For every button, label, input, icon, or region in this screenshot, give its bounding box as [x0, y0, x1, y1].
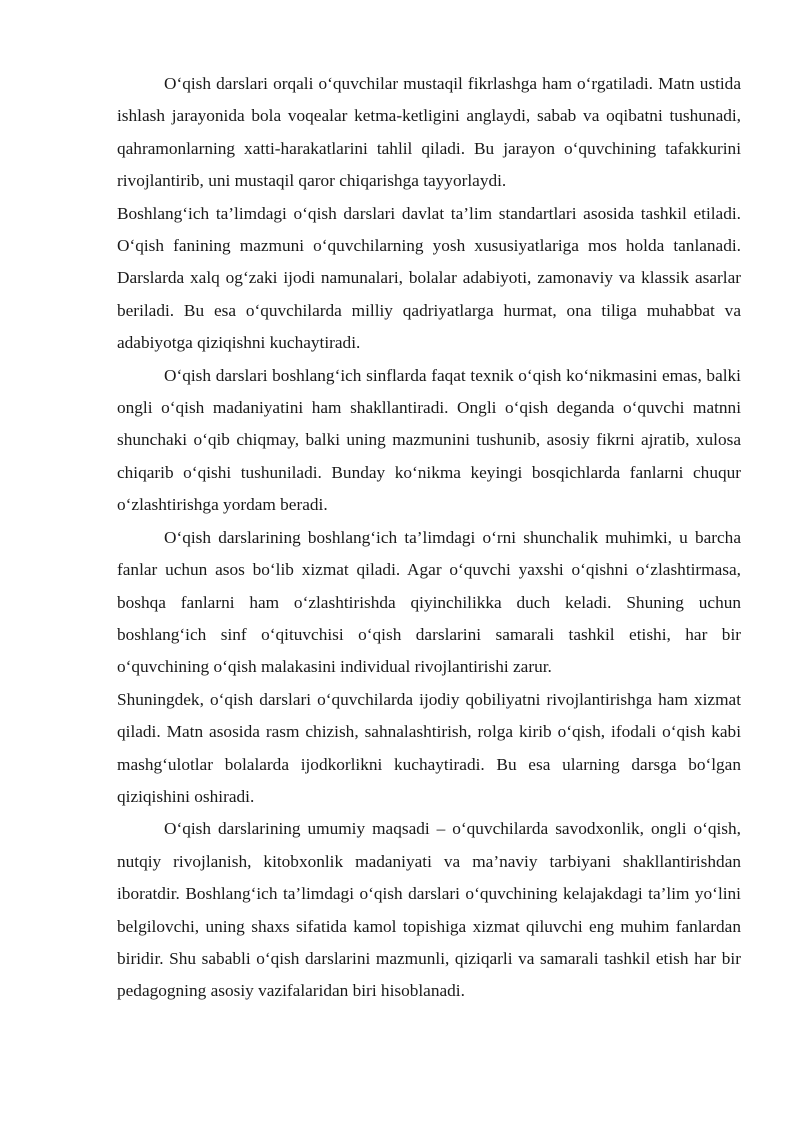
paragraph-4: O‘qish darslarining boshlang‘ich ta’limdagi o‘rni shunchalik muhimki, u barcha fanlar uchun asos bo‘lib xizmat qiladi. Agar o‘quvchi yaxshi o‘qishni o‘zlashtirmasa, boshqa fanlarni ham o‘zlashtirishda qiyinchilikka duch keladi. Shuning uchun boshlang‘ich sinf o‘qituvchisi o‘qish darslarini samarali tashkil etishi, har bir o‘quvchining o‘qish malakasini individual rivojlantirishi zarur. — [117, 527, 741, 677]
paragraph-5: Shuningdek, o‘qish darslari o‘quvchilarda ijodiy qobiliyatni rivojlantirishga ham xizmat qiladi. Matn asosida rasm chizish, sahnalashtirish, rolga kirib o‘qish, ifodali o‘qish kabi mashg‘ulotlar bolalarda ijodkorlikni kuchaytiradi. Bu esa ularning darsga bo‘lgan qiziqishini oshiradi. — [117, 689, 741, 806]
paragraph-2: Boshlang‘ich ta’limdagi o‘qish darslari davlat ta’lim standartlari asosida tashkil etiladi. O‘qish fanining mazmuni o‘quvchilarning yosh xususiyatlariga mos holda tanlanadi. Darslarda xalq og‘zaki ijodi namunalari, bolalar adabiyoti, zamonaviy va klassik asarlar beriladi. Bu esa o‘quvchilarda milliy qadriyatlarga hurmat, ona tiliga muhabbat va adabiyotga qiziqishni kuchaytiradi. — [117, 203, 741, 353]
paragraph-6: O‘qish darslarining umumiy maqsadi – o‘quvchilarda savodxonlik, ongli o‘qish, nutqiy rivojlanish, kitobxonlik madaniyati va ma’naviy tarbiyani shakllantirishdan iboratdir. Boshlang‘ich ta’limdagi o‘qish darslari o‘quvchining kelajakdagi ta’lim yo‘lini belgilovchi, uning shaxs sifatida kamol topishiga xizmat qiluvchi eng muhim fanlardan biridir. Shu sababli o‘qish darslarini mazmunli, qiziqarli va samarali tashkil etish har bir pedagogning asosiy vazifalaridan biri hisoblanadi. — [117, 819, 741, 1001]
paragraph-1: O‘qish darslari orqali o‘quvchilar mustaqil fikrlashga ham o‘rgatiladi. Matn ustida ishlash jarayonida bola voqealar ketma-ketligini anglaydi, sabab va oqibatni tushunadi, qahramonlarning xatti-harakatlarini tahlil qiladi. Bu jarayon o‘quvchining tafakkurini rivojlantirib, uni mustaqil qaror chiqarishga tayyorlaydi. — [117, 74, 741, 191]
paragraph-3: O‘qish darslari boshlang‘ich sinflarda faqat texnik o‘qish ko‘nikmasini emas, balki ongli o‘qish madaniyatini ham shakllantiradi. Ongli o‘qish deganda o‘quvchi matnni shunchaki o‘qib chiqmay, balki uning mazmunini tushunib, asosiy fikrni ajratib, xulosa chiqarib o‘qishi tushuniladi. Bunday ko‘nikma keyingi bosqichlarda fanlarni chuqur o‘zlashtirishga yordam beradi. — [117, 365, 741, 515]
document-body — [117, 68, 741, 1008]
